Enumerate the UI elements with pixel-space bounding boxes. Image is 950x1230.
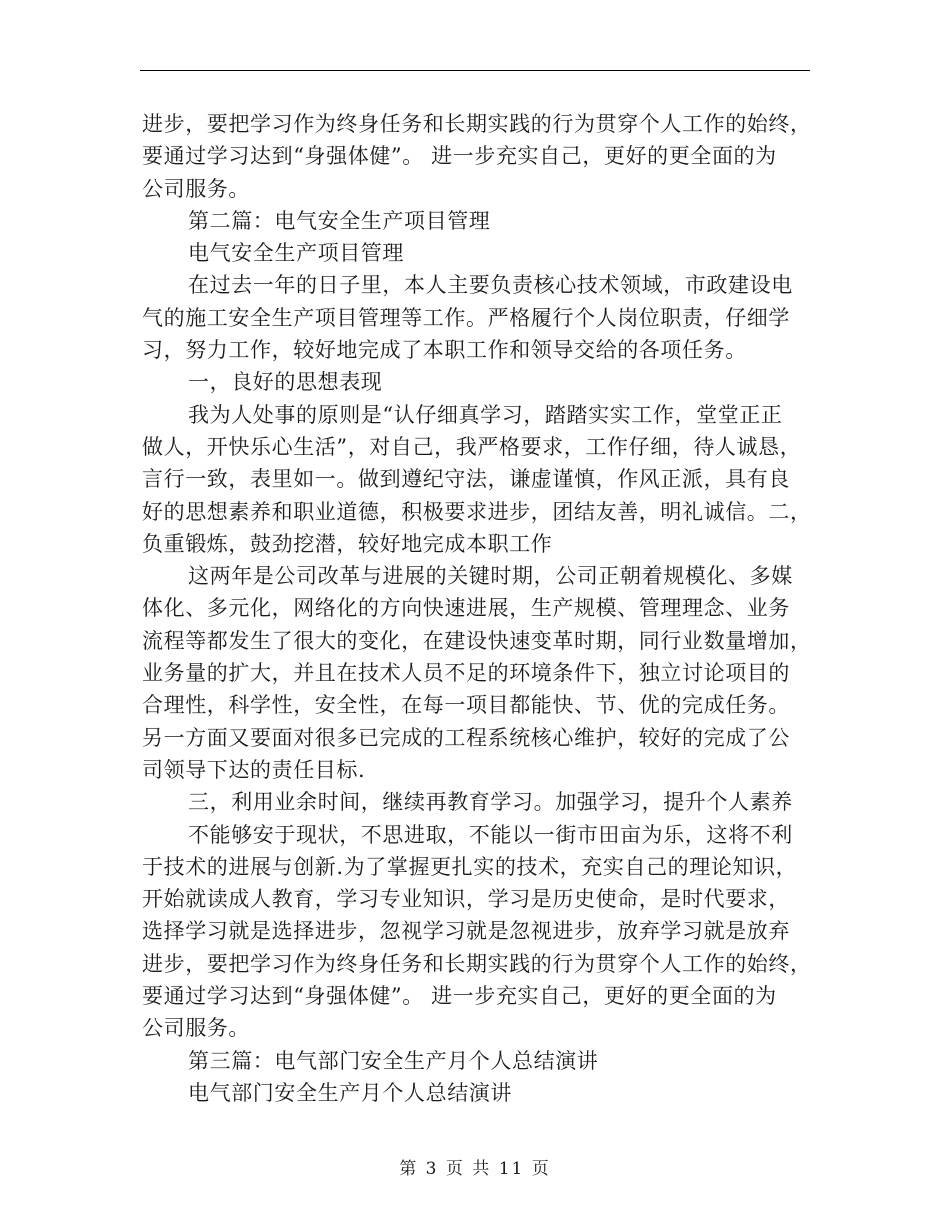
text-line: 选择学习就是选择进步，忽视学习就是忽视进步，放弃学习就是放弃 xyxy=(142,919,790,944)
header-rule xyxy=(140,70,810,71)
text-line: 第三篇：电气部门安全生产月个人总结演讲 xyxy=(188,1048,599,1073)
text-line: 流程等都发生了很大的变化，在建设快速变革时期，同行业数量增加， xyxy=(142,628,812,653)
text-line: 言行一致，表里如一。做到遵纪守法，谦虚谨慎，作风正派，具有良 xyxy=(142,467,790,492)
text-line: 公司服务。 xyxy=(142,176,250,201)
text-line: 另一方面又要面对很多已完成的工程系统核心维护，较好的完成了公 xyxy=(142,725,790,750)
text-line: 气的施工安全生产项目管理等工作。严格履行个人岗位职责，仔细学 xyxy=(142,305,790,330)
text-line: 合理性，科学性，安全性，在每一项目都能快、节、优的完成任务。 xyxy=(142,693,790,718)
text-line: 电气部门安全生产月个人总结演讲 xyxy=(188,1080,512,1105)
page-number: 第 3 页 共 11 页 xyxy=(399,1159,551,1179)
text-line: 司领导下达的责任目标. xyxy=(142,757,366,782)
text-line: 进步，要把学习作为终身任务和长期实践的行为贯穿个人工作的始终， xyxy=(142,951,812,976)
text-line: 开始就读成人教育，学习专业知识，学习是历史使命，是时代要求， xyxy=(142,887,790,912)
text-line: 好的思想素养和职业道德，积极要求进步，团结友善，明礼诚信。二， xyxy=(142,499,812,524)
text-line: 第二篇：电气安全生产项目管理 xyxy=(188,208,491,233)
document-body xyxy=(142,108,810,1109)
text-line: 这两年是公司改革与进展的关键时期，公司正朝着规模化、多媒 xyxy=(188,564,793,589)
text-line: 三，利用业余时间，继续再教育学习。加强学习，提升个人素养 xyxy=(188,790,793,815)
text-line: 进步，要把学习作为终身任务和长期实践的行为贯穿个人工作的始终， xyxy=(142,112,812,136)
text-line: 不能够安于现状，不思进取，不能以一街市田亩为乐，这将不利 xyxy=(188,822,793,847)
text-line: 业务量的扩大，并且在技术人员不足的环境条件下，独立讨论项目的 xyxy=(142,661,790,686)
text-line: 公司服务。 xyxy=(142,1016,250,1041)
text-line: 习，努力工作，较好地完成了本职工作和领导交给的各项任务。 xyxy=(142,338,747,363)
text-line: 要通过学习达到“身强体健”。 进一步充实自己，更好的更全面的为 xyxy=(142,144,777,169)
text-line: 负重锻炼，鼓劲挖潜，较好地完成本职工作 xyxy=(142,531,553,556)
text-line: 电气安全生产项目管理 xyxy=(188,241,404,266)
text-line: 体化、多元化，网络化的方向快速进展，生产规模、管理理念、业务 xyxy=(142,596,790,621)
text-line: 于技术的进展与创新.为了掌握更扎实的技术，充实自己的理论知识， xyxy=(142,854,798,879)
text-line: 一，良好的思想表现 xyxy=(188,370,383,395)
text-line: 要通过学习达到“身强体健”。 进一步充实自己，更好的更全面的为 xyxy=(142,984,777,1009)
text-line: 我为人处事的原则是“认仔细真学习，踏踏实实工作，堂堂正正 xyxy=(188,402,783,427)
text-line: 做人，开快乐心生活”，对自己，我严格要求，工作仔细，待人诚恳， xyxy=(142,434,802,459)
text-line: 在过去一年的日子里，本人主要负责核心技术领域，市政建设电 xyxy=(188,273,793,298)
